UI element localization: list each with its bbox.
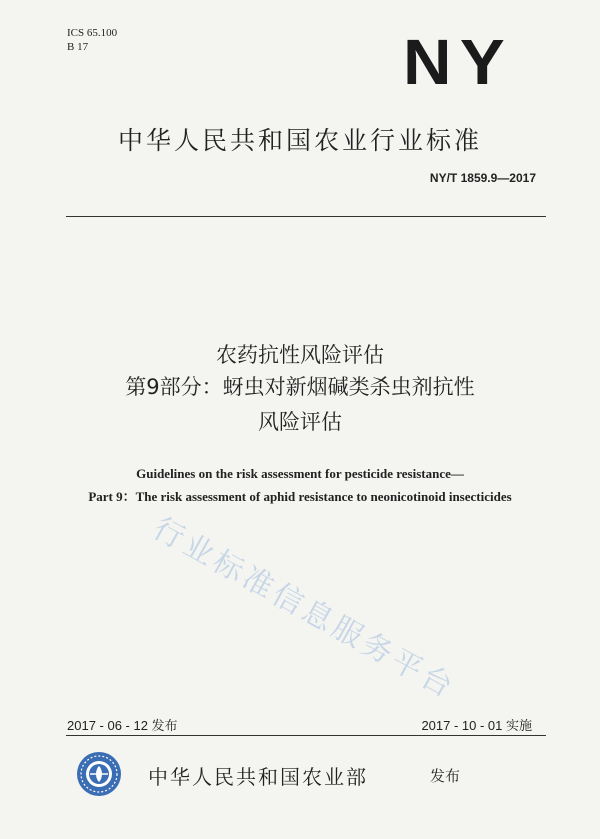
ny-logo: NY — [403, 26, 514, 98]
ministry-emblem-icon — [76, 751, 122, 797]
title-cn-line1: 农药抗性风险评估 — [216, 343, 384, 367]
classification-codes — [67, 26, 117, 54]
standard-number: NY/T 1859.9—2017 — [429, 171, 536, 185]
title-cn-line3: 风险评估 — [258, 410, 342, 434]
ics-code: ICS 65.100 — [67, 27, 118, 39]
top-divider — [66, 216, 546, 217]
implement-date: 2017 - 10 - 01 实施 — [421, 718, 532, 733]
publish-date: 2017 - 06 - 12 发布 — [67, 718, 178, 733]
ministry-name: 中华人民共和国农业部 — [148, 765, 368, 789]
issue-label: 发布 — [430, 767, 461, 785]
title-en-line1: Guidelines on the risk assessment for pesticide resistance— — [136, 466, 464, 481]
watermark: 行业标准信息服务平台 — [147, 510, 462, 707]
ccs-code: B 17 — [67, 41, 89, 53]
bottom-divider — [66, 735, 546, 736]
title-cn-line2: 第9部分：蚜虫对新烟碱类杀虫剂抗性 — [125, 375, 475, 399]
title-en-line2: Part 9：The risk assessment of aphid resistance to neonicotinoid insecticides — [88, 489, 512, 504]
standard-type-title: 中华人民共和国农业行业标准 — [117, 126, 482, 155]
